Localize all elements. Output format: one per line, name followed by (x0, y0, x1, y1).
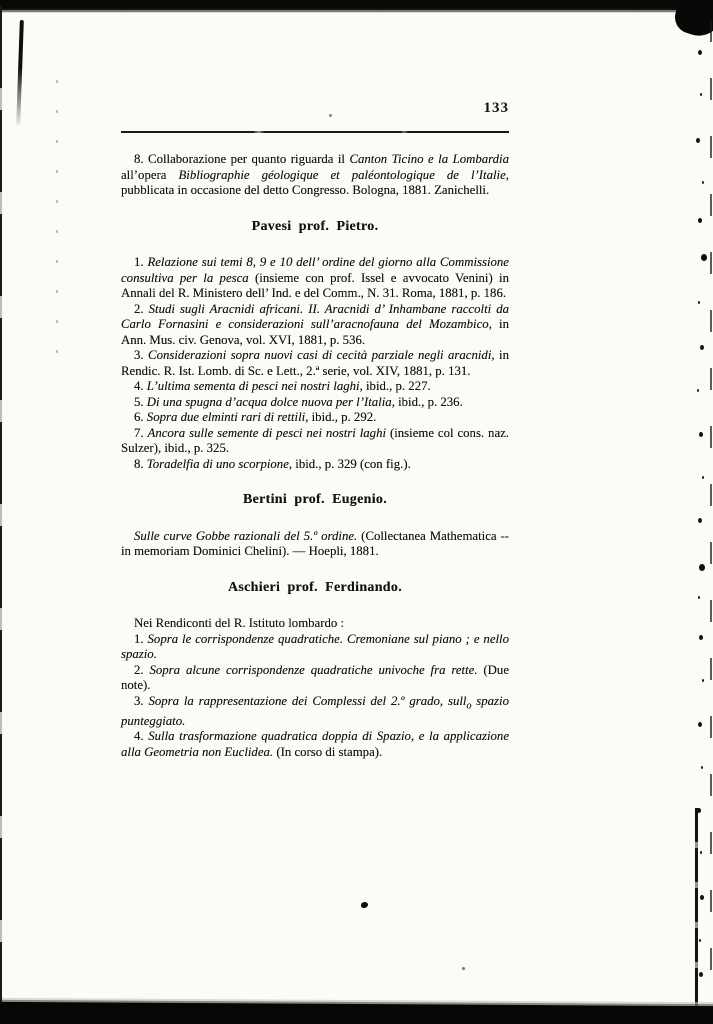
pavesi-entry-6: 6. Sopra due elminti rari di rettili, ibid., p. 292. (134, 410, 377, 424)
pavesi-entry-5: 5. Di una spugna d’acqua dolce nuova per l’Italia, ibid., p. 236. (134, 394, 463, 409)
aschieri-entry-4: 4. Sulla trasformazione quadratica doppia di Spazio, e la applicazione alla Geometria non Euclidea. (In corso di stampa). (121, 729, 510, 759)
entry-continuation-8: 8. Collaborazione per quanto riguarda il Canton Ticino e la Lombardia all’opera Bibliographie géologique et paléontologique de l’Italie, pubblicata in occasione del detto Congresso. Bologna, 1881. Zanichelli. (121, 152, 509, 197)
aschieri-entry-1: 1. Sopra le corrispondenze quadratiche. Cremoniane sul piano ; e nello spazio. (121, 631, 510, 661)
scan-artifact-left-stroke (16, 20, 24, 126)
scan-artifact-dot (329, 114, 332, 117)
pavesi-entry-2: 2. Studi sugli Aracnidi africani. II. Aracnidi d’ Inhambane raccolti da Carlo Fornasini e considerazioni sull’aracnofauna del Mozambico, in Ann. Mus. civ. Genova, vol. XVI, 1881, p. 536. (121, 301, 509, 347)
scan-artifact-right-edge-line (695, 808, 698, 1008)
pavesi-entry-8: 8. Toradelfia di uno scorpione, ibid., p. 329 (con fig.). (134, 456, 411, 471)
section-heading-aschieri: Aschieri prof. Ferdinando. (228, 579, 402, 595)
aschieri-entry-2: 2. Sopra alcune corrispondenze quadratiche univoche fra rette. (Due note). (121, 662, 509, 692)
scan-artifact-right-hairline (710, 20, 712, 1000)
scan-artifact-left-dots (56, 80, 58, 360)
header-rule (121, 131, 509, 133)
pavesi-entry-4: 4. L’ultima sementa di pesci nei nostri laghi, ibid., p. 227. (134, 379, 431, 393)
page-content (121, 152, 509, 760)
section-heading-bertini: Bertini prof. Eugenio. (242, 492, 388, 507)
scan-artifact-ink-speck (361, 902, 368, 908)
scan-artifact-corner-blob (671, 0, 713, 42)
scan-artifact-dot (462, 967, 465, 970)
pavesi-entry-3: 3. Considerazioni sopra nuovi casi di cecità parziale negli aracnidi, in Rendic. R. Ist. Lomb. di Sc. e Lett., 2.ª serie, vol. XIV, 1881, p. 131. (121, 348, 510, 378)
bertini-entry: Sulle curve Gobbe razionali del 5.º ordine. (Collectanea Mathematica -- in memoriam Dominici Chelini). — Hoepli, 1881. (121, 528, 510, 558)
scan-artifact-left-edge-line (0, 6, 2, 1006)
scan-artifact-right-specks (698, 50, 702, 55)
aschieri-entry-3: 3. Sopra la rappresentazione dei Complessi del 2.º grado, sull$_o$ spazio punteggiato. (121, 693, 509, 728)
pavesi-entry-1: 1. Relazione sui temi 8, 9 e 10 dell’ ordine del giorno alla Commissione consultiva per la pesca (insieme con prof. Issel e avvocato Venini) in Annali del R. Ministero dell’ Ind. e del Comm., N. 31. Roma, 1881, p. 186. (121, 255, 509, 300)
pavesi-entry-7: 7. Ancora sulle semente di pesci nei nostri laghi (insieme col cons. naz. Sulzer), ibid., p. 325. (121, 425, 509, 455)
aschieri-intro: Nei Rendiconti del R. Istituto lombardo : (134, 616, 345, 630)
scan-artifact-bottom-bar (0, 1002, 713, 1024)
page-number: 133 (483, 100, 509, 116)
scan-artifact-top-bar (0, 0, 713, 13)
section-heading-pavesi: Pavesi prof. Pietro. (251, 218, 379, 234)
